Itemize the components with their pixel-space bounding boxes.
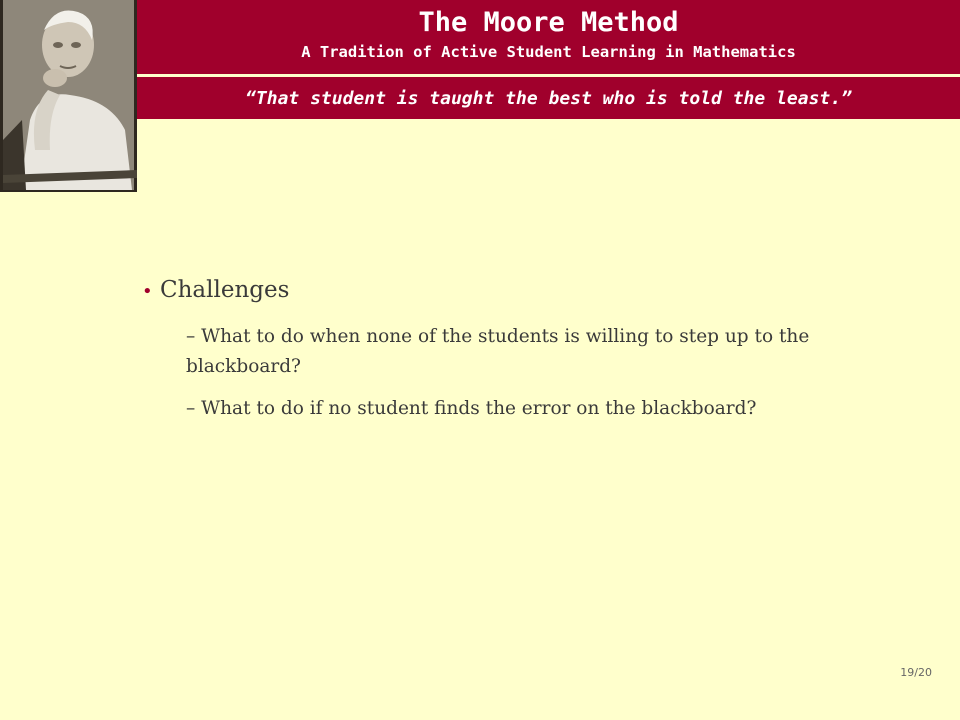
quote-banner: “That student is taught the best who is told the least.” [137,77,960,119]
sub-item: – What to do if no student finds the error on the blackboard? [186,398,757,419]
slide-title: The Moore Method [418,7,679,38]
bullet-item [142,272,872,310]
bullet-text: Challenges [160,277,290,303]
header-banner [137,0,960,74]
sub-item: – What to do when none of the students is willing to step up to the blackboard? [186,326,810,377]
bullet-dot-icon: • [142,281,153,302]
slide-content [142,272,872,424]
page-number: 19/20 [900,666,932,679]
portrait-photo [0,0,137,192]
slide-subtitle: A Tradition of Active Student Learning in Mathematics [301,43,796,61]
